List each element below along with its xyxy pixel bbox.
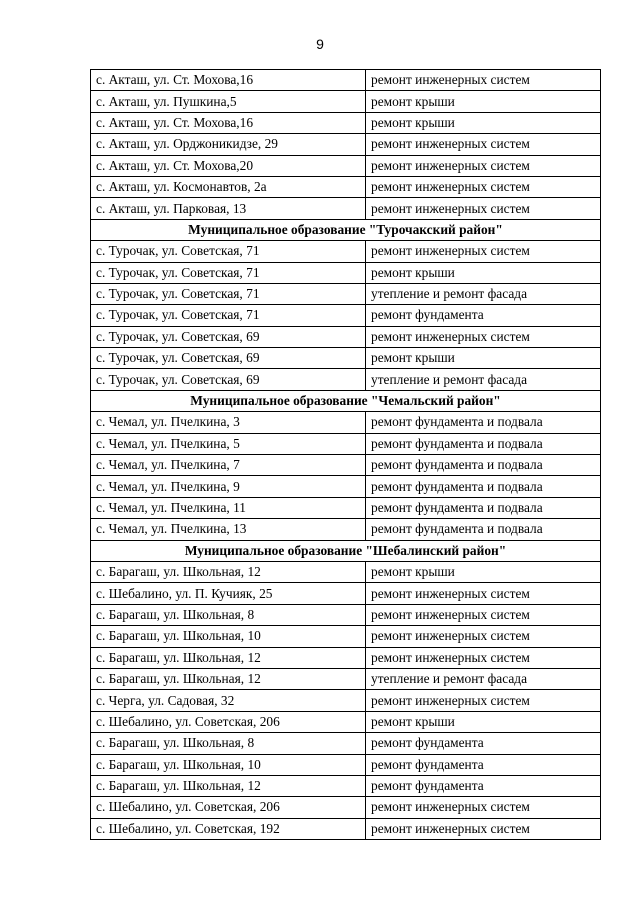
work-type-cell: ремонт инженерных систем <box>366 198 601 219</box>
address-cell: с. Акташ, ул. Ст. Мохова,16 <box>91 70 366 91</box>
work-type-cell: ремонт крыши <box>366 112 601 133</box>
address-cell: с. Чемал, ул. Пчелкина, 5 <box>91 433 366 454</box>
work-type-cell: ремонт фундамента <box>366 305 601 326</box>
table-row <box>91 134 601 155</box>
address-cell: с. Турочак, ул. Советская, 71 <box>91 241 366 262</box>
address-cell: с. Чемал, ул. Пчелкина, 7 <box>91 455 366 476</box>
work-type-cell: утепление и ремонт фасада <box>366 369 601 390</box>
table-row <box>91 519 601 540</box>
work-type-cell: ремонт фундамента <box>366 754 601 775</box>
table-row <box>91 711 601 732</box>
address-cell: с. Турочак, ул. Советская, 71 <box>91 283 366 304</box>
works-table-body <box>91 70 601 840</box>
work-type-cell: ремонт инженерных систем <box>366 583 601 604</box>
works-table <box>90 69 601 840</box>
work-type-cell: ремонт инженерных систем <box>366 797 601 818</box>
section-title: Муниципальное образование "Чемальский район" <box>91 390 601 411</box>
address-cell: с. Турочак, ул. Советская, 69 <box>91 348 366 369</box>
address-cell: с. Барагаш, ул. Школьная, 8 <box>91 604 366 625</box>
section-title: Муниципальное образование "Шебалинский район" <box>91 540 601 561</box>
table-row <box>91 626 601 647</box>
address-cell: с. Турочак, ул. Советская, 71 <box>91 305 366 326</box>
work-type-cell: ремонт крыши <box>366 91 601 112</box>
section-header-row <box>91 390 601 411</box>
table-row <box>91 70 601 91</box>
address-cell: с. Барагаш, ул. Школьная, 12 <box>91 647 366 668</box>
table-row <box>91 198 601 219</box>
address-cell: с. Турочак, ул. Советская, 71 <box>91 262 366 283</box>
table-row <box>91 455 601 476</box>
table-row <box>91 305 601 326</box>
address-cell: с. Чемал, ул. Пчелкина, 9 <box>91 476 366 497</box>
work-type-cell: ремонт инженерных систем <box>366 604 601 625</box>
section-title: Муниципальное образование "Турочакский район" <box>91 219 601 240</box>
table-row <box>91 326 601 347</box>
address-cell: с. Турочак, ул. Советская, 69 <box>91 326 366 347</box>
section-header-row <box>91 219 601 240</box>
work-type-cell: ремонт инженерных систем <box>366 818 601 839</box>
table-row <box>91 797 601 818</box>
address-cell: с. Черга, ул. Садовая, 32 <box>91 690 366 711</box>
address-cell: с. Акташ, ул. Орджоникидзе, 29 <box>91 134 366 155</box>
address-cell: с. Барагаш, ул. Школьная, 12 <box>91 775 366 796</box>
table-row <box>91 604 601 625</box>
address-cell: с. Барагаш, ул. Школьная, 12 <box>91 668 366 689</box>
address-cell: с. Чемал, ул. Пчелкина, 3 <box>91 412 366 433</box>
work-type-cell: ремонт фундамента и подвала <box>366 476 601 497</box>
work-type-cell: ремонт инженерных систем <box>366 647 601 668</box>
work-type-cell: ремонт фундамента и подвала <box>366 433 601 454</box>
work-type-cell: утепление и ремонт фасада <box>366 668 601 689</box>
work-type-cell: ремонт инженерных систем <box>366 626 601 647</box>
address-cell: с. Акташ, ул. Космонавтов, 2а <box>91 176 366 197</box>
table-row <box>91 647 601 668</box>
address-cell: с. Барагаш, ул. Школьная, 12 <box>91 561 366 582</box>
table-row <box>91 176 601 197</box>
address-cell: с. Акташ, ул. Пушкина,5 <box>91 91 366 112</box>
work-type-cell: ремонт инженерных систем <box>366 241 601 262</box>
table-row <box>91 476 601 497</box>
table-row <box>91 91 601 112</box>
work-type-cell: ремонт инженерных систем <box>366 326 601 347</box>
table-row <box>91 818 601 839</box>
address-cell: с. Акташ, ул. Ст. Мохова,20 <box>91 155 366 176</box>
work-type-cell: ремонт фундамента и подвала <box>366 497 601 518</box>
table-row <box>91 283 601 304</box>
table-row <box>91 433 601 454</box>
address-cell: с. Чемал, ул. Пчелкина, 11 <box>91 497 366 518</box>
table-row <box>91 412 601 433</box>
address-cell: с. Акташ, ул. Парковая, 13 <box>91 198 366 219</box>
work-type-cell: ремонт крыши <box>366 711 601 732</box>
section-header-row <box>91 540 601 561</box>
table-row <box>91 775 601 796</box>
work-type-cell: ремонт фундамента и подвала <box>366 455 601 476</box>
page-number: 9 <box>316 36 324 52</box>
table-row <box>91 733 601 754</box>
table-row <box>91 155 601 176</box>
address-cell: с. Шебалино, ул. Советская, 192 <box>91 818 366 839</box>
table-row <box>91 497 601 518</box>
table-row <box>91 561 601 582</box>
table-row <box>91 754 601 775</box>
table-row <box>91 583 601 604</box>
table-row <box>91 690 601 711</box>
work-type-cell: ремонт крыши <box>366 262 601 283</box>
address-cell: с. Шебалино, ул. Советская, 206 <box>91 797 366 818</box>
table-row <box>91 668 601 689</box>
work-type-cell: ремонт инженерных систем <box>366 134 601 155</box>
table-row <box>91 369 601 390</box>
address-cell: с. Барагаш, ул. Школьная, 8 <box>91 733 366 754</box>
address-cell: с. Барагаш, ул. Школьная, 10 <box>91 626 366 647</box>
work-type-cell: ремонт фундамента и подвала <box>366 412 601 433</box>
table-row <box>91 348 601 369</box>
work-type-cell: ремонт фундамента <box>366 733 601 754</box>
work-type-cell: ремонт фундамента <box>366 775 601 796</box>
address-cell: с. Чемал, ул. Пчелкина, 13 <box>91 519 366 540</box>
address-cell: с. Барагаш, ул. Школьная, 10 <box>91 754 366 775</box>
address-cell: с. Турочак, ул. Советская, 69 <box>91 369 366 390</box>
table-row <box>91 112 601 133</box>
table-row <box>91 262 601 283</box>
work-type-cell: ремонт инженерных систем <box>366 690 601 711</box>
work-type-cell: ремонт инженерных систем <box>366 70 601 91</box>
address-cell: с. Шебалино, ул. П. Кучияк, 25 <box>91 583 366 604</box>
address-cell: с. Акташ, ул. Ст. Мохова,16 <box>91 112 366 133</box>
work-type-cell: ремонт фундамента и подвала <box>366 519 601 540</box>
work-type-cell: ремонт инженерных систем <box>366 176 601 197</box>
work-type-cell: утепление и ремонт фасада <box>366 283 601 304</box>
table-row <box>91 241 601 262</box>
address-cell: с. Шебалино, ул. Советская, 206 <box>91 711 366 732</box>
work-type-cell: ремонт крыши <box>366 348 601 369</box>
work-type-cell: ремонт инженерных систем <box>366 155 601 176</box>
work-type-cell: ремонт крыши <box>366 561 601 582</box>
